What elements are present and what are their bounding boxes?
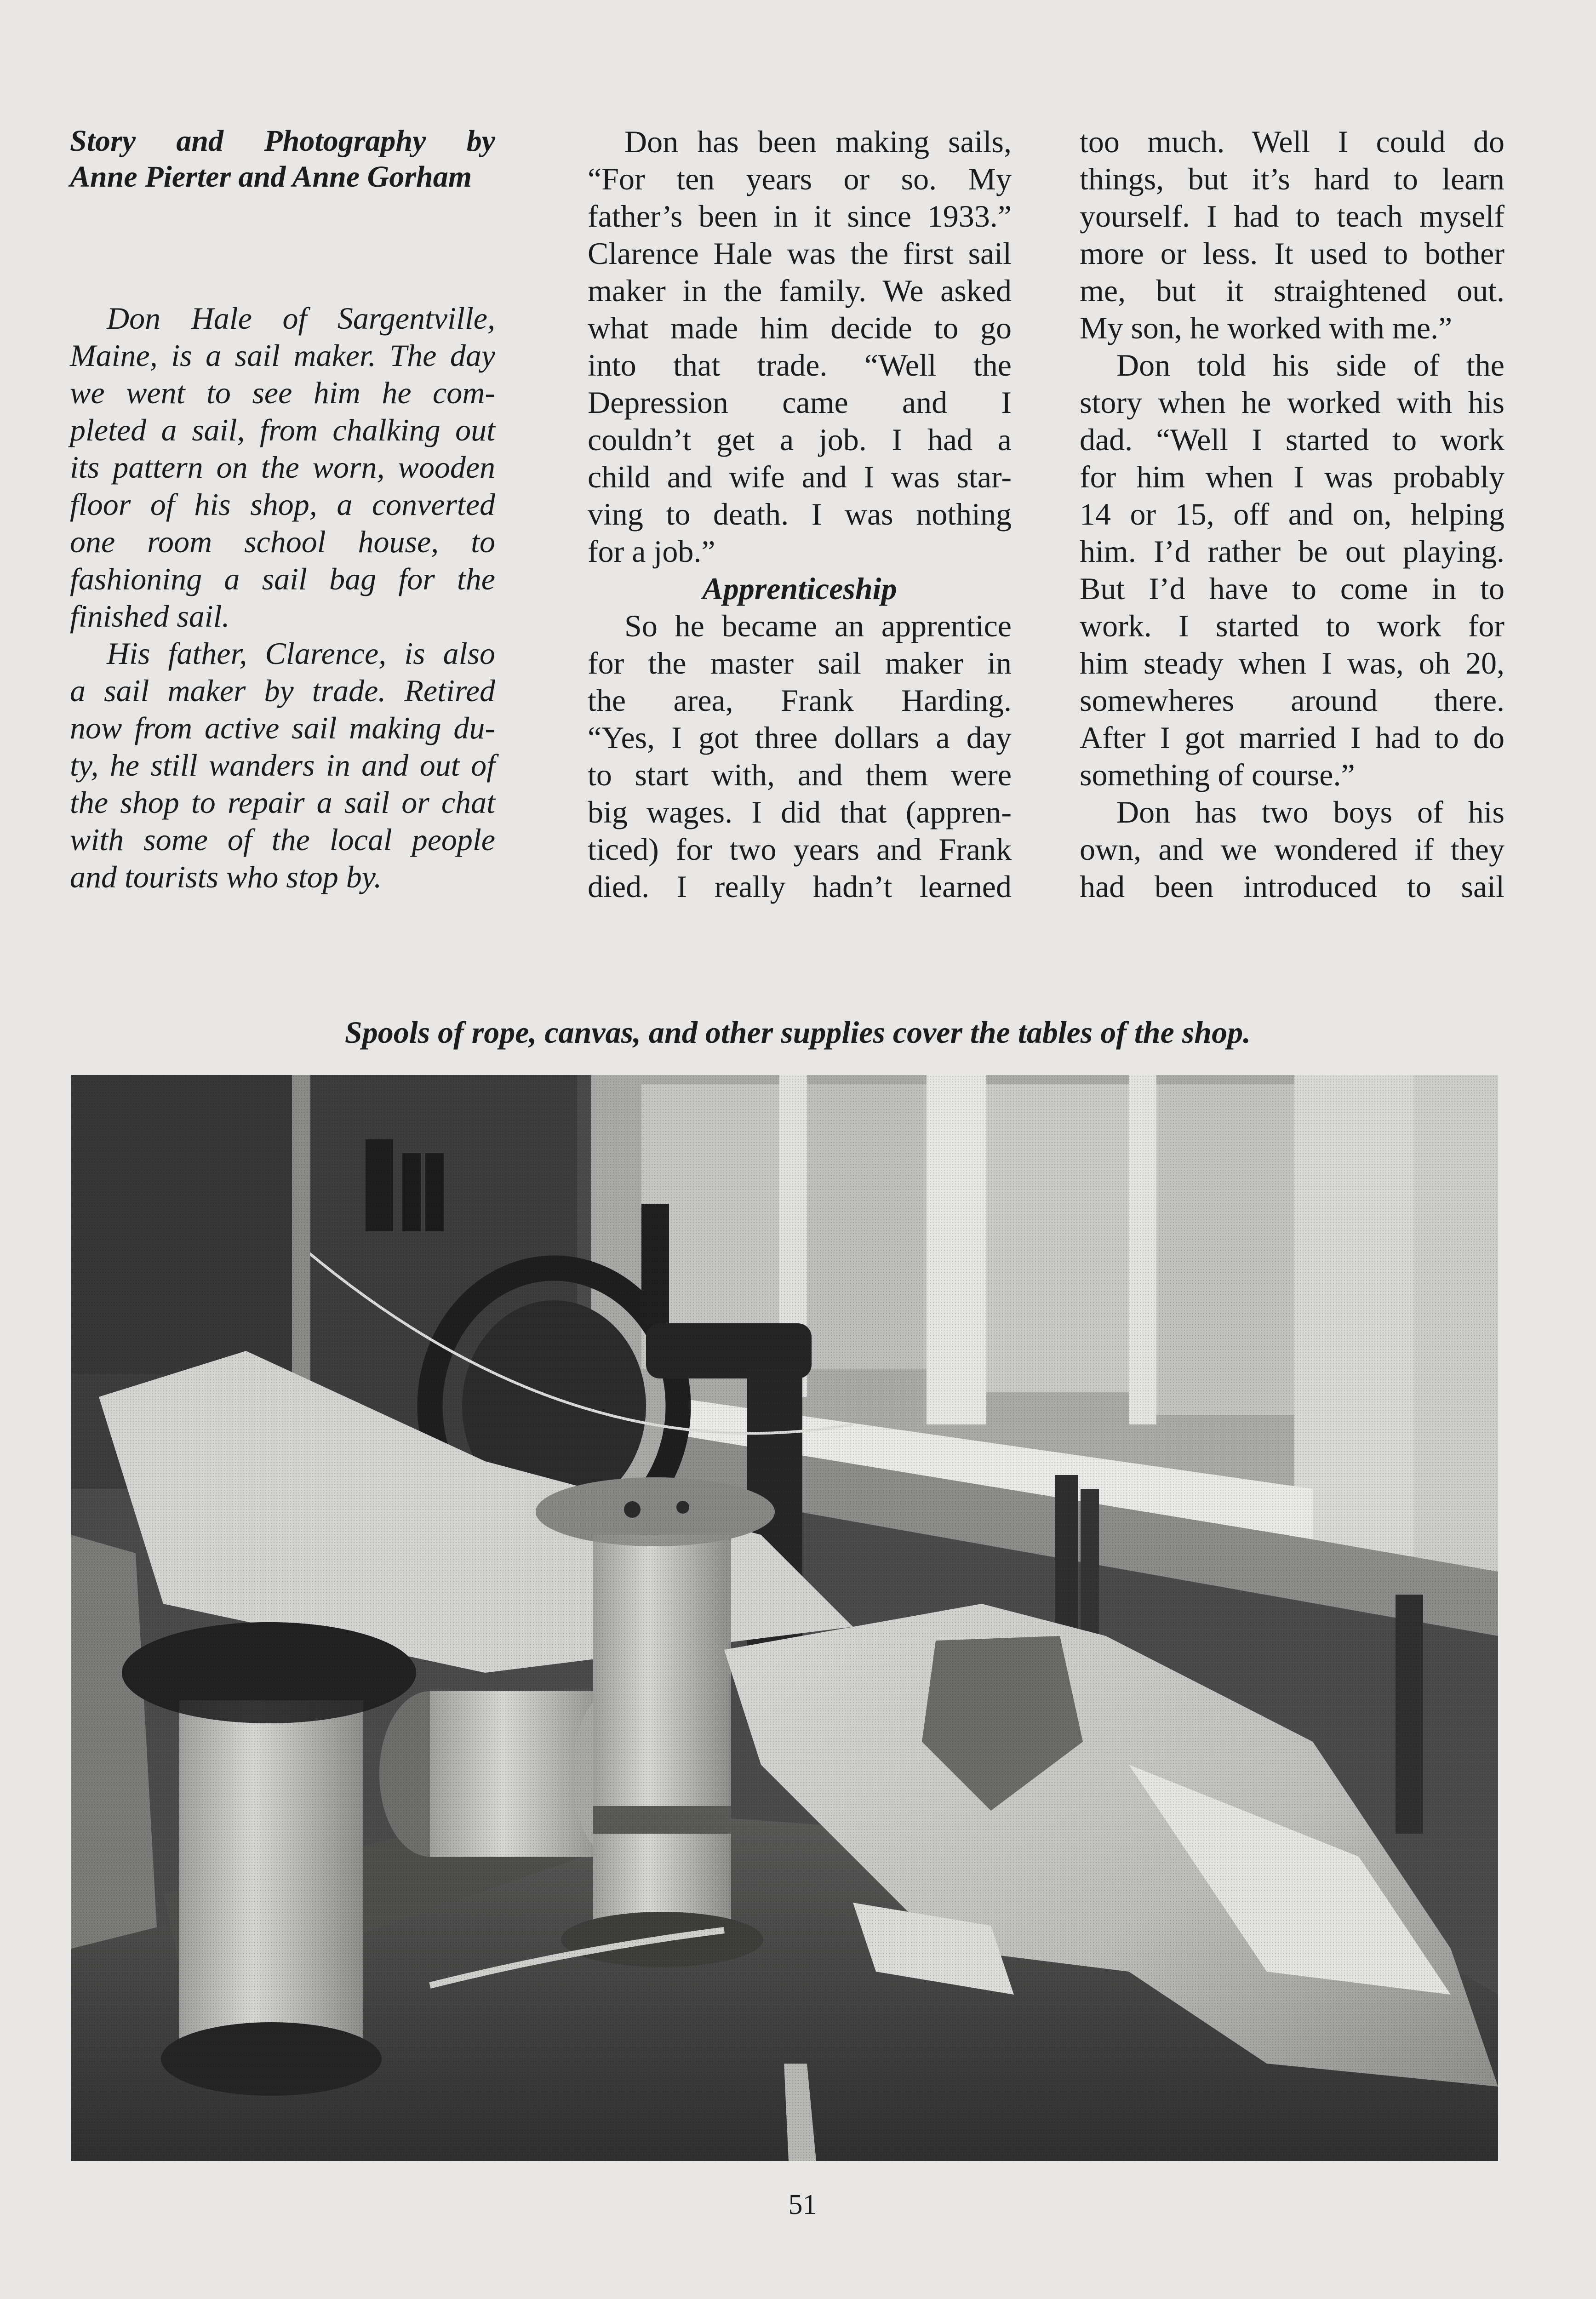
body-line: what made him decide to go [588, 310, 1012, 345]
body-line: So he became an apprentice [624, 608, 1012, 643]
body-line: Don has been making sails, [624, 124, 1012, 159]
body-line: the area, Frank Harding. [588, 683, 1012, 718]
body-line: father’s been in it since 1933.” [588, 199, 1012, 234]
byline [70, 123, 495, 195]
intro-line: a sail maker by trade. Retired [70, 673, 495, 708]
body-line: somewheres around there. [1080, 683, 1504, 718]
body-line: had been introduced to sail [1080, 869, 1504, 904]
photo-illustration [71, 1075, 1498, 2161]
sail-loft-photo [71, 1075, 1498, 2161]
byline-line-2: Anne Pierter and Anne Gorham [70, 160, 472, 194]
body-line: work. I started to work for [1080, 608, 1504, 643]
body-line: My son, he worked with me.” [1080, 310, 1453, 345]
body-line: Depression came and I [588, 385, 1012, 420]
body-line: him steady when I was, oh 20, [1080, 646, 1504, 681]
body-line: 14 or 15, off and on, helping [1080, 497, 1504, 532]
intro-line: its pattern on the worn, wooden [70, 450, 495, 485]
intro-line: and tourists who stop by. [70, 859, 382, 894]
photo-caption: Spools of rope, canvas, and other supplies cover the tables of the shop. [344, 1015, 1251, 1050]
intro-line: ty, he still wanders in and out of [70, 748, 495, 783]
body-line: “For ten years or so. My [588, 161, 1012, 196]
body-line: something of course.” [1080, 757, 1355, 792]
body-line: too much. Well I could do [1080, 124, 1504, 159]
intro-text [70, 300, 495, 896]
body-line: yourself. I had to teach myself [1080, 199, 1504, 234]
body-line: for a job.” [588, 534, 715, 569]
body-line: dad. “Well I started to work [1080, 422, 1504, 457]
body-line: child and wife and I was star- [588, 459, 1012, 494]
body-line: him. I’d rather be out playing. [1080, 534, 1504, 569]
body-line: to start with, and them were [588, 757, 1012, 792]
intro-line: Maine, is a sail maker. The day [70, 338, 495, 373]
body-line: own, and we wondered if they [1080, 832, 1504, 867]
section-subheading: Apprenticeship [702, 571, 897, 606]
body-line: big wages. I did that (appren- [588, 795, 1012, 829]
body-line: me, but it straightened out. [1080, 273, 1504, 308]
intro-line: fashioning a sail bag for the [70, 561, 495, 596]
intro-line: now from active sail making du- [70, 710, 495, 745]
body-line: couldn’t get a job. I had a [588, 422, 1012, 457]
body-line: ticed) for two years and Frank [588, 832, 1012, 867]
body-line: story when he worked with his [1080, 385, 1504, 420]
body-line: for the master sail maker in [588, 646, 1012, 681]
intro-line: with some of the local people [70, 822, 495, 857]
body-line: more or less. It used to bother [1080, 236, 1504, 271]
spacer [70, 195, 495, 300]
body-line: for him when I was probably [1080, 459, 1504, 494]
column-2 [588, 123, 1012, 905]
intro-line: we went to see him he com- [70, 375, 495, 410]
byline-line-1: Story and Photography by [70, 124, 495, 158]
body-line: Don told his side of the [1116, 348, 1504, 383]
body-line: Don has two boys of his [1116, 795, 1504, 829]
body-line: “Yes, I got three dollars a day [588, 720, 1012, 755]
page-number: 51 [788, 2189, 817, 2220]
body-line: ving to death. I was nothing [588, 497, 1012, 532]
intro-line: floor of his shop, a converted [70, 487, 495, 522]
body-line: But I’d have to come in to [1080, 571, 1504, 606]
body-line: Clarence Hale was the first sail [588, 236, 1012, 271]
intro-line: one room school house, to [70, 524, 495, 559]
body-line: maker in the family. We asked [588, 273, 1012, 308]
intro-line: His father, Clarence, is also [107, 636, 495, 671]
body-line: After I got married I had to do [1080, 720, 1504, 755]
intro-line: finished sail. [70, 599, 230, 634]
intro-line: pleted a sail, from chalking out [70, 412, 495, 447]
body-line: into that trade. “Well the [588, 348, 1012, 383]
body-line: things, but it’s hard to learn [1080, 161, 1504, 196]
intro-line: Don Hale of Sargentville, [107, 301, 495, 336]
column-3 [1080, 123, 1504, 905]
intro-line: the shop to repair a sail or chat [70, 785, 495, 820]
column-1 [70, 123, 495, 896]
body-line: died. I really hadn’t learned [588, 869, 1012, 904]
